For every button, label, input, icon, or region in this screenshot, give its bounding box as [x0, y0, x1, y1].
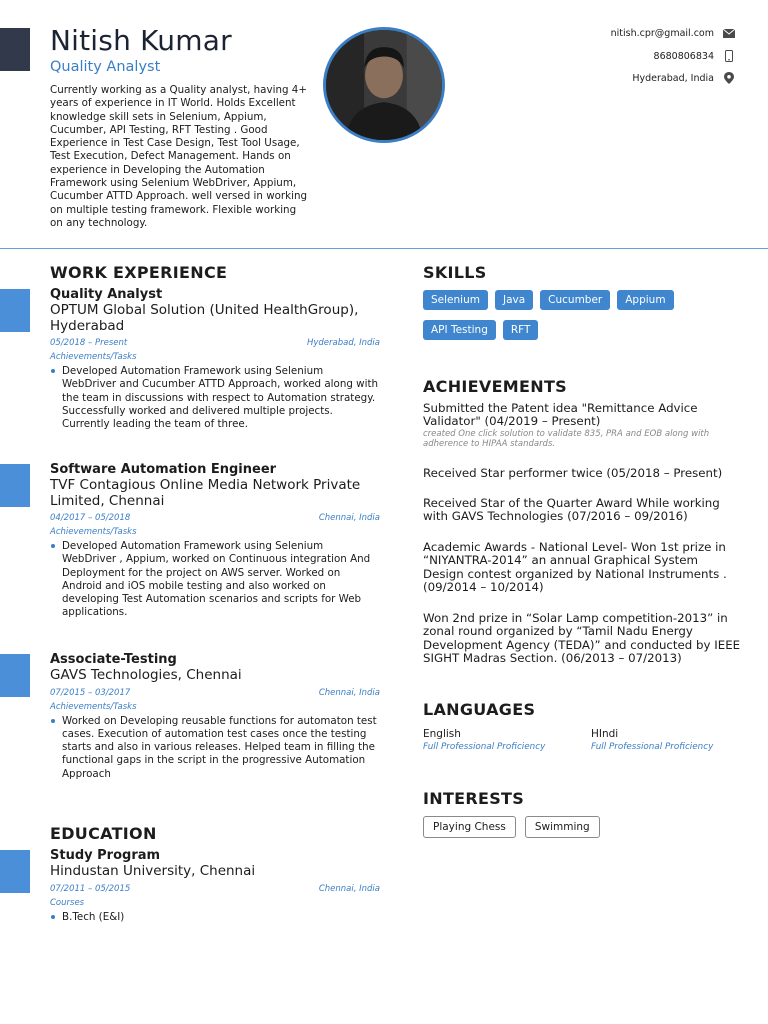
education-bullets	[50, 911, 380, 924]
work-role: Quality Analyst	[50, 287, 163, 302]
candidate-title: Quality Analyst	[50, 59, 161, 75]
profile-summary: Currently working as a Quality analyst, having 4+ years of experience in IT World. Holds Excellent knowledge skill sets in Selenium, Appium, Cucumber, API Testing, RFT Testing . Good Experience in Test Case Design, Test Tool Usage, Test Execution, Defect Management. Hands on experience in Developing the Automation Framework using Selenium WebDriver, Appium, Cucumber ATTD Approach. well versed in working on multiple testing framework. Flexible working on any technology.	[50, 84, 308, 229]
work-organization: TVF Contagious Online Media Network Private Limited, Chennai	[50, 477, 361, 509]
contact-location	[516, 71, 736, 85]
achievement-text: Academic Awards - National Level- Won 1st prize in “NIYANTRA-2014” an annual Graphical System Design contest organized by National Instruments . (09/2014 – 10/2014)	[423, 540, 727, 595]
candidate-name: Nitish Kumar	[50, 24, 232, 57]
entry-marker	[0, 654, 30, 697]
contact-phone[interactable]	[516, 49, 736, 63]
achievement-item	[423, 467, 741, 480]
education-location: Chennai, India	[318, 883, 380, 894]
education-subheading: Courses	[50, 897, 85, 908]
location-text: Hyderabad, India	[632, 72, 714, 84]
work-dates: 05/2018 – Present	[50, 338, 128, 348]
achievement-note: created One click solution to validate 835, PRA and EOB along with adherence to HIPAA standards.	[423, 428, 710, 450]
achievement-item	[423, 612, 741, 666]
header-accent-block	[0, 28, 30, 71]
contact-email[interactable]	[516, 26, 736, 40]
skill-tag: Appium	[617, 290, 673, 310]
achievement-item	[423, 402, 741, 450]
work-location: Chennai, India	[318, 513, 380, 523]
profile-photo-placeholder	[326, 30, 442, 140]
work-experience-heading: WORK EXPERIENCE	[50, 263, 228, 282]
achievement-item	[423, 497, 741, 524]
achievement-item	[423, 541, 741, 595]
work-organization: OPTUM Global Solution (United HealthGroup), Hyderabad	[50, 302, 359, 334]
header-divider	[0, 248, 768, 249]
skill-tag: Cucumber	[540, 290, 610, 310]
languages-heading: LANGUAGES	[423, 700, 536, 719]
achievement-text: Won 2nd prize in “Solar Lamp competition-2013” in zonal round organized by “Tamil Nadu Energy Development Agency (TEDA)” and conducted by IEEE SIGHT Madras Section. (06/2013 – 07/2013)	[423, 611, 741, 666]
work-subheading: Achievements/Tasks	[50, 527, 137, 537]
skill-tag: Java	[495, 290, 533, 310]
work-bullets	[50, 715, 380, 781]
education-program: Study Program	[50, 848, 161, 863]
work-location: Chennai, India	[318, 687, 380, 698]
skill-tag: RFT	[503, 320, 539, 340]
achievement-text: Received Star performer twice (05/2018 – Present)	[423, 466, 723, 480]
work-bullet: Worked on Developing reusable functions for automaton test cases. Execution of automation test cases once the testing starts and also in various releases. Helped team in filling the functional gaps in the script in the progressive Automation Approach	[50, 715, 380, 781]
entry-marker	[0, 850, 30, 893]
work-dates: 04/2017 – 05/2018	[50, 513, 131, 523]
education-heading: EDUCATION	[50, 824, 157, 843]
email-text: nitish.cpr@gmail.com	[610, 27, 714, 39]
work-organization: GAVS Technologies, Chennai	[50, 667, 242, 683]
work-subheading: Achievements/Tasks	[50, 701, 137, 712]
work-entry	[50, 652, 380, 781]
skills-heading: SKILLS	[423, 263, 487, 282]
language-level: Full Professional Proficiency	[423, 742, 546, 752]
language-name: English	[423, 728, 461, 740]
skill-tag: Selenium	[423, 290, 488, 310]
language-name: HIndi	[591, 728, 619, 740]
achievement-text: Submitted the Patent idea "Remittance Advice Validator" (04/2019 – Present)	[423, 401, 698, 429]
work-bullet: Developed Automation Framework using Selenium WebDriver , Appium, worked on Continuous integration And Deployment for the project on AWS server. Worked on Android and iOS mobile testing and also worked on developing Test Automation scenarios and scripts for Web applications.	[50, 540, 380, 620]
education-bullet: B.Tech (E&I)	[50, 911, 380, 924]
work-dates: 07/2015 – 03/2017	[50, 687, 131, 698]
phone-text: 8680806834	[653, 50, 714, 62]
interest-tag: Swimming	[525, 816, 600, 838]
education-entry	[50, 848, 380, 924]
language-item	[423, 728, 583, 752]
entry-marker	[0, 289, 30, 332]
work-bullet: Developed Automation Framework using Selenium WebDriver and Cucumber ATTD Approach, worked along with the team in discussions with respect to Automation strategy. Successfully worked and delivered multiple projects. Currently leading the team of three.	[50, 365, 380, 431]
skills-list	[423, 290, 743, 350]
work-meta	[50, 338, 380, 349]
education-school: Hindustan University, Chennai	[50, 863, 256, 879]
work-location: Hyderabad, India	[306, 338, 380, 348]
work-entry	[50, 462, 380, 620]
interests-list	[423, 816, 609, 838]
work-meta	[50, 688, 380, 699]
entry-marker	[0, 464, 30, 507]
achievement-text: Received Star of the Quarter Award While working with GAVS Technologies (07/2016 – 09/2016)	[423, 496, 720, 524]
work-bullets	[50, 365, 380, 431]
work-bullets	[50, 540, 380, 620]
skill-tag: API Testing	[423, 320, 496, 340]
mobile-phone-icon	[722, 49, 736, 63]
work-role: Associate-Testing	[50, 652, 177, 667]
work-meta	[50, 513, 380, 524]
work-role: Software Automation Engineer	[50, 462, 277, 477]
language-level: Full Professional Proficiency	[591, 742, 714, 752]
profile-photo	[323, 27, 445, 143]
interests-heading: INTERESTS	[423, 789, 525, 808]
achievements-heading: ACHIEVEMENTS	[423, 377, 567, 396]
interest-tag: Playing Chess	[423, 816, 516, 838]
work-entry	[50, 287, 380, 431]
education-dates: 07/2011 – 05/2015	[50, 883, 131, 894]
map-pin-icon	[722, 71, 736, 85]
work-subheading: Achievements/Tasks	[50, 352, 137, 362]
envelope-icon	[722, 26, 736, 40]
education-meta	[50, 884, 380, 895]
language-item	[591, 728, 751, 752]
